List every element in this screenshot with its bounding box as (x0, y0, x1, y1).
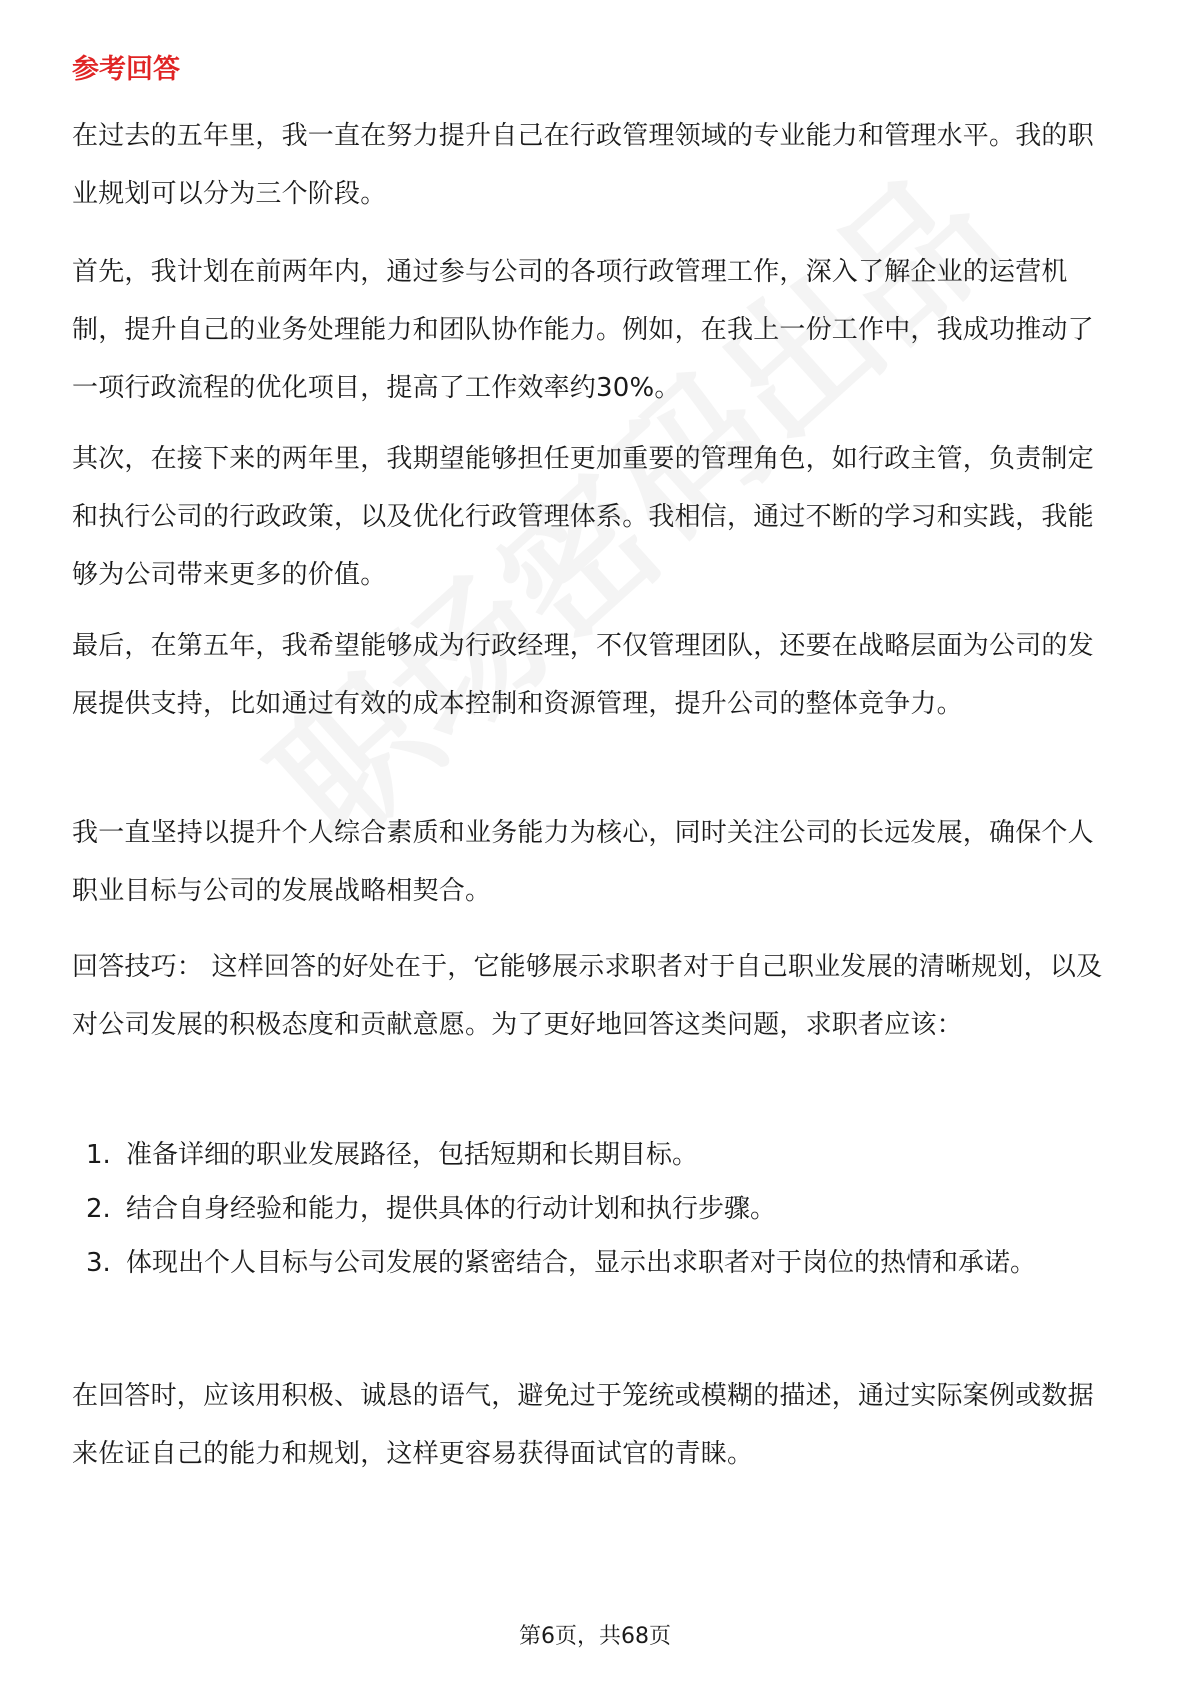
page-number: 第6页，共68页 (519, 1624, 671, 1649)
list-item-number: 1. (86, 1140, 111, 1170)
section-title: 参考回答 (72, 54, 180, 85)
paragraph-first-stage: 首先，我计划在前两年内，通过参与公司的各项行政管理工作，深入了解企业的运营机制，提升自己的业务处理能力和团队协作能力。例如，在我上一份工作中，我成功推动了一项行政流程的优化项目，提高了工作效率约30%。 (72, 257, 1094, 403)
paragraph-second-stage: 其次，在接下来的两年里，我期望能够担任更加重要的管理角色，如行政主管，负责制定和执行公司的行政政策，以及优化行政管理体系。我相信，通过不断的学习和实践，我能够为公司带来更多的价值。 (72, 444, 1094, 590)
list-item-number: 3. (86, 1248, 111, 1278)
paragraph-summary: 我一直坚持以提升个人综合素质和业务能力为核心，同时关注公司的长远发展，确保个人职业目标与公司的发展战略相契合。 (72, 818, 1094, 906)
list-item-text: 结合自身经验和能力，提供具体的行动计划和执行步骤。 (126, 1194, 777, 1224)
paragraph-answer-tips: 回答技巧： 这样回答的好处在于，它能够展示求职者对于自己职业发展的清晰规划，以及对公司发展的积极态度和贡献意愿。为了更好地回答这类问题，求职者应该： (72, 952, 1103, 1040)
paragraph-third-stage: 最后，在第五年，我希望能够成为行政经理，不仅管理团队，还要在战略层面为公司的发展提供支持，比如通过有效的成本控制和资源管理，提升公司的整体竞争力。 (72, 631, 1094, 719)
list-item (72, 1180, 1116, 1238)
list-item-text: 准备详细的职业发展路径，包括短期和长期目标。 (126, 1140, 699, 1170)
list-item (72, 1126, 1116, 1184)
paragraph-closing: 在回答时，应该用积极、诚恳的语气，避免过于笼统或模糊的描述，通过实际案例或数据来佐证自己的能力和规划，这样更容易获得面试官的青睐。 (72, 1381, 1094, 1469)
list-item-number: 2. (86, 1194, 111, 1224)
paragraph-intro: 在过去的五年里，我一直在努力提升自己在行政管理领域的专业能力和管理水平。我的职业规划可以分为三个阶段。 (72, 121, 1094, 209)
list-item-text: 体现出个人目标与公司发展的紧密结合，显示出求职者对于岗位的热情和承诺。 (126, 1248, 1037, 1278)
list-item (72, 1234, 1116, 1292)
